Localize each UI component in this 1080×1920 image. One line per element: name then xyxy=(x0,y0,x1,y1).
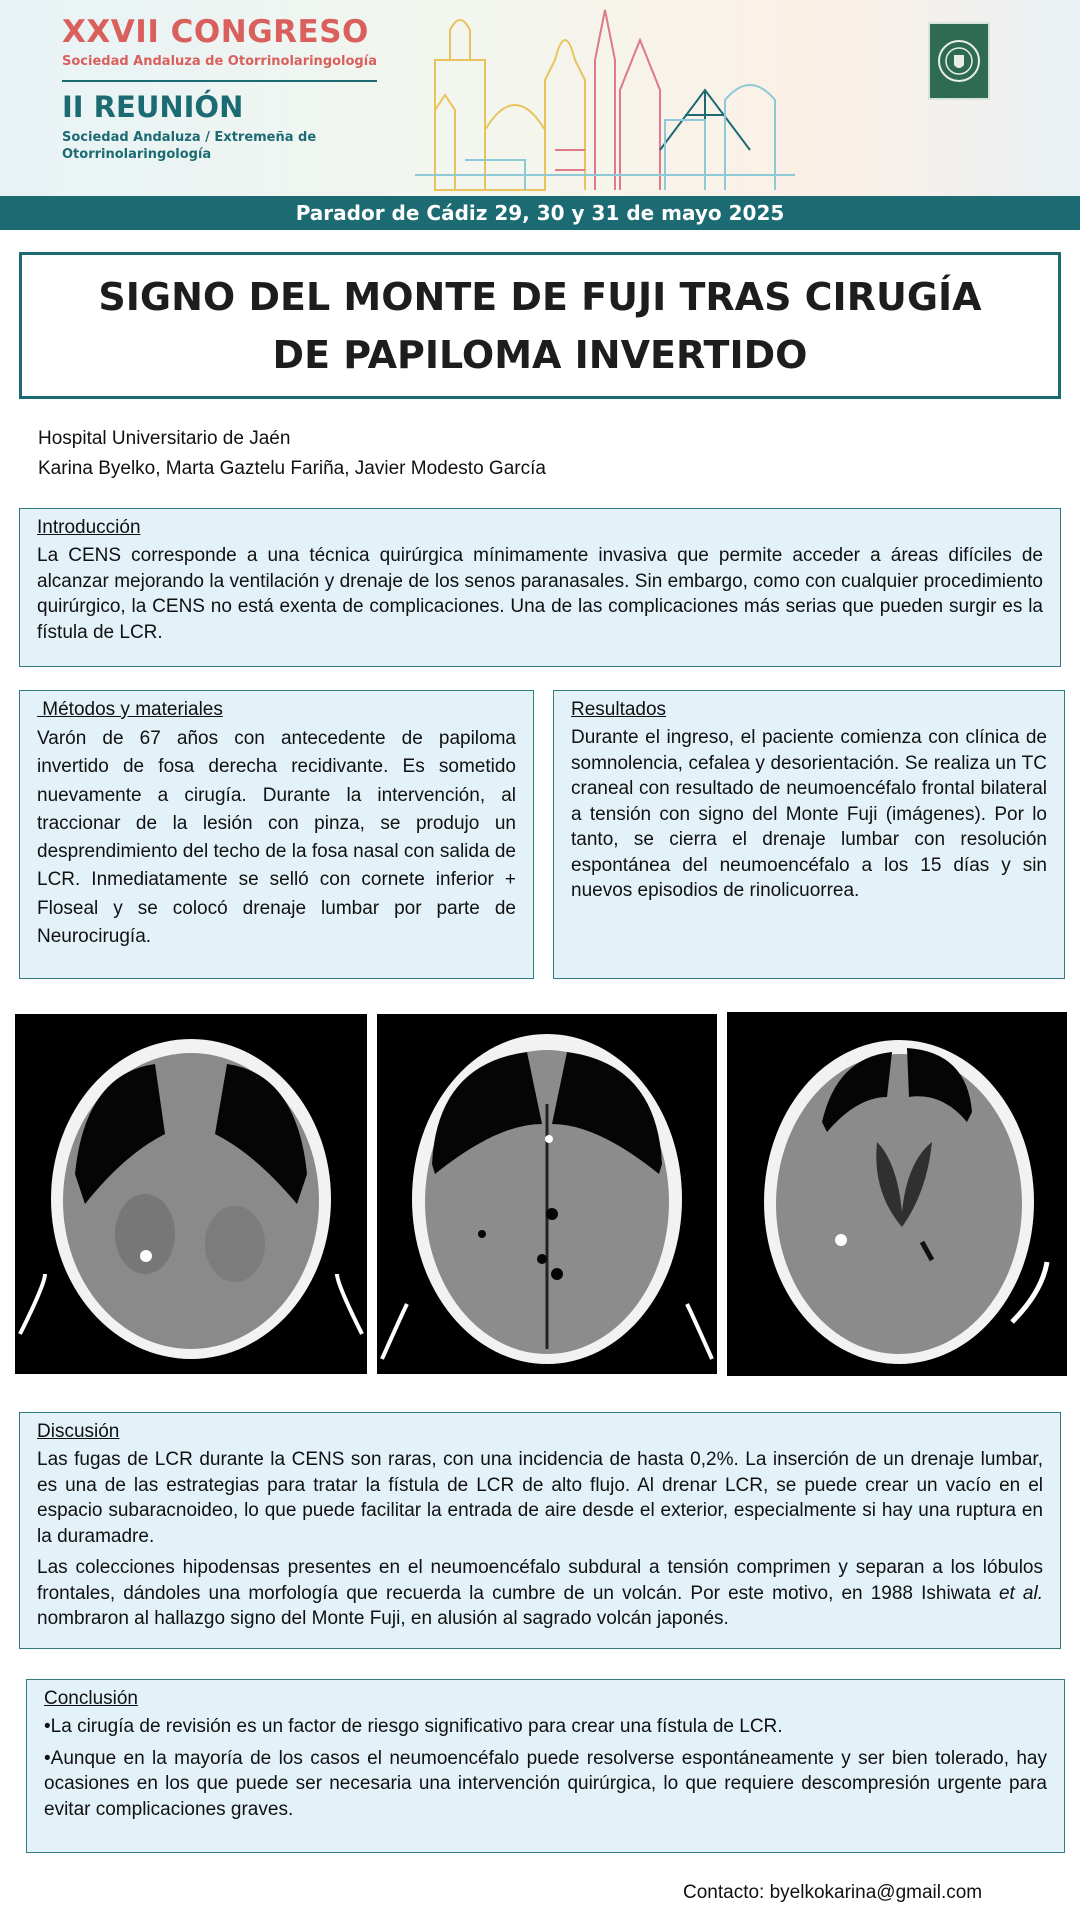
hospital-name: Hospital Universitario de Jaén xyxy=(38,428,291,449)
introduction-text: La CENS corresponde a una técnica quirúrgica mínimamente invasiva que permite acceder a áreas difíciles de alcanzar mejorando la ventilación y drenaje de los senos paranasales. Sin embargo, como con cualquier procedimiento quirúrgico, la CENS no está exenta de complicaciones. Una de las complicaciones más serias que pueden surgir es la fístula de LCR. xyxy=(37,545,1043,643)
introduction-heading: Introducción xyxy=(37,517,141,538)
results-heading: Resultados xyxy=(571,699,667,720)
discussion-paragraph-1: Las fugas de LCR durante la CENS son raras, con una incidencia de hasta 0,2%. La inserción de un drenaje lumbar, es una de las estrategias para tratar la fístula de LCR de alto flujo. Al drenar LCR, se puede crear un vacío en el espacio subaracnoideo, lo que puede facilitar la entrada de aire desde el exterior, especialmente si hay una ruptura en la duramadre. xyxy=(37,1449,1043,1547)
author-list: Karina Byelko, Marta Gaztelu Fariña, Javier Modesto García xyxy=(38,458,546,479)
poster-title-box xyxy=(19,252,1061,399)
ct-scan-image-1 xyxy=(15,1014,367,1374)
conclusion-bullet-2: •Aunque en la mayoría de los casos el neumoencéfalo puede resolverse espontáneamente y ser bien tolerado, hay ocasiones en los que puede ser necesaria una intervención quirúrgica, lo que requiere descompresión urgente para evitar complicaciones graves. xyxy=(44,1747,1047,1820)
methods-heading: Métodos y materiales xyxy=(37,699,223,720)
society-name-2: Sociedad Andaluza / Extremeña de Otorrinolaringología xyxy=(62,130,317,162)
cadiz-skyline-illustration xyxy=(405,0,805,196)
congress-banner xyxy=(0,0,1080,196)
conclusion-bullet-1: •La cirugía de revisión es un factor de riesgo significativo para crear una fístula de LCR. xyxy=(44,1716,783,1737)
society-name: Sociedad Andaluza de Otorrinolaringología xyxy=(62,54,377,69)
ct-scan-image-3 xyxy=(727,1012,1067,1376)
meeting-title: II REUNIÓN xyxy=(62,90,244,124)
society-seal-logo xyxy=(928,22,990,100)
ct-scan-image-2 xyxy=(377,1014,717,1374)
venue-date-band: Parador de Cádiz 29, 30 y 31 de mayo 2025 xyxy=(0,196,1080,230)
discussion-paragraph-2: Las colecciones hipodensas presentes en el neumoencéfalo subdural a tensión comprimen y separan a los lóbulos frontales, dándoles una morfología que recuerda la cumbre de un volcán. Por este motivo, en 1988 Ishiwata et al. nombraron al hallazgo signo del Monte Fuji, en alusión al sagrado volcán japonés. xyxy=(37,1557,1043,1629)
conclusion-box xyxy=(26,1679,1065,1853)
discussion-heading: Discusión xyxy=(37,1421,120,1442)
introduction-box xyxy=(19,508,1061,667)
poster-title: SIGNO DEL MONTE DE FUJI TRAS CIRUGÍA DE PAPILOMA INVERTIDO xyxy=(98,274,982,377)
affiliation-block xyxy=(38,424,546,484)
results-text: Durante el ingreso, el paciente comienza con clínica de somnolencia, cefalea y desorientación. Se realiza un TC craneal con resultado de neumoencéfalo frontal bilateral a tensión con signo del Monte Fuji (imágenes). Por lo tanto, se cierra el drenaje lumbar con resolución espontánea del neumoencéfalo a los 15 días y sin nuevos episodios de rinolicuorrea. xyxy=(571,727,1047,901)
results-box xyxy=(553,690,1065,979)
contact-email[interactable]: Contacto: byelkokarina@gmail.com xyxy=(683,1882,983,1903)
discussion-box xyxy=(19,1412,1061,1649)
methods-text: Varón de 67 años con antecedente de papiloma invertido de fosa derecha recidivante. Es sometido nuevamente a cirugía. Durante la intervención, al traccionar de la lesión con pinza, se produjo un desprendimiento del techo de la fosa nasal con salida de LCR. Inmediatamente se selló con cornete inferior + Floseal y se colocó drenaje lumbar por parte de Neurocirugía. xyxy=(37,728,516,948)
congress-title: XXVII CONGRESO xyxy=(62,14,369,50)
banner-divider xyxy=(62,80,377,82)
methods-box xyxy=(19,690,534,979)
conclusion-heading: Conclusión xyxy=(44,1688,138,1709)
